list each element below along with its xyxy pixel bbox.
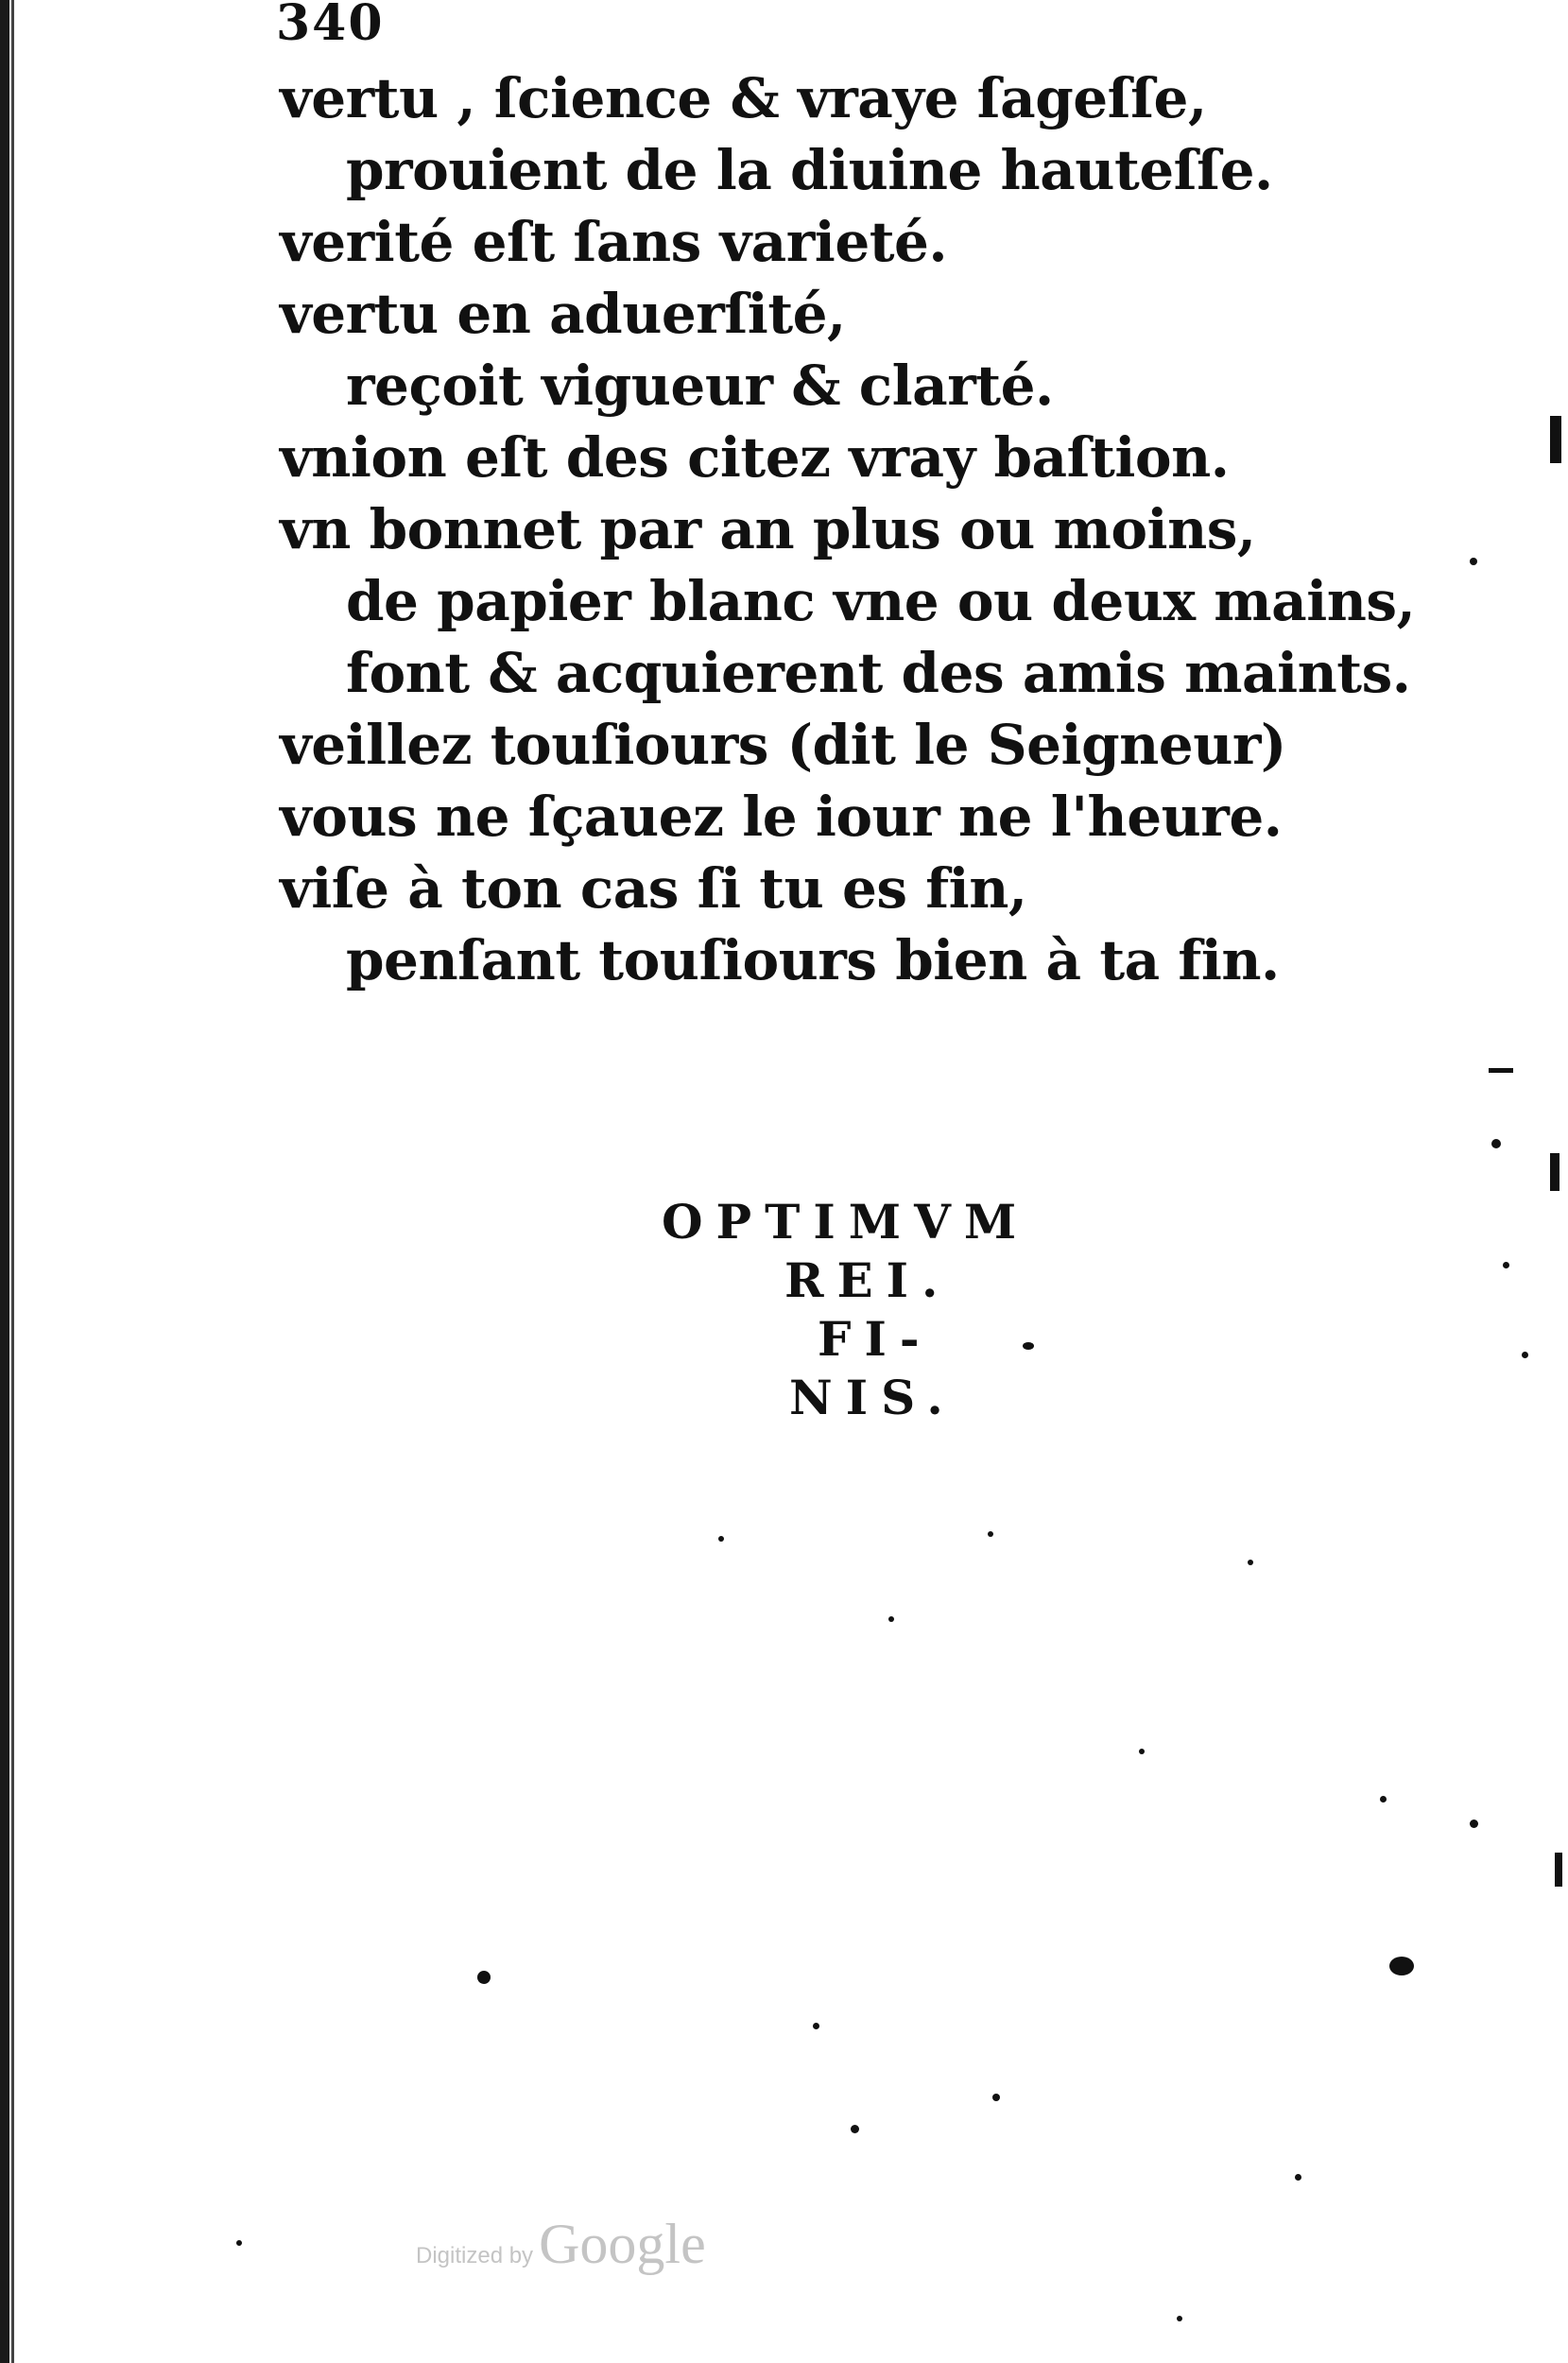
ink-speck	[1522, 1352, 1528, 1358]
verse-line: viſe à ton cas ſi tu es fin,	[280, 856, 1027, 921]
verse-line: reçoit vigueur & clarté.	[346, 354, 1054, 418]
ink-speck	[813, 2023, 819, 2029]
ink-speck	[1503, 1262, 1509, 1268]
ink-speck	[718, 1536, 724, 1542]
digitized-prefix: Digitized by	[416, 2243, 534, 2268]
google-logo-text: Google	[539, 2213, 706, 2275]
colophon-line: NIS.	[789, 1370, 956, 1425]
verse-line: vertu , ſcience & vraye ſageſſe,	[280, 66, 1207, 130]
verse-line: prouient de la diuine hauteſſe.	[346, 138, 1273, 202]
verse-line: de papier blanc vne ou deux mains,	[346, 569, 1416, 633]
verse-line: verité eſt ſans varieté.	[280, 210, 948, 274]
ink-speck	[236, 2240, 242, 2246]
ink-speck	[477, 1971, 491, 1984]
edge-mark	[1489, 1068, 1513, 1073]
verse-line: font & acquierent des amis maints.	[346, 641, 1411, 705]
verse-line: vertu en aduerſité,	[280, 282, 846, 346]
verse-line: vnion eſt des citez vray baſtion.	[280, 425, 1230, 490]
colophon	[662, 1193, 1134, 1427]
colophon-line: REI.	[784, 1252, 952, 1308]
verse-block	[280, 62, 1414, 996]
verse-line: vn bonnet par an plus ou moins,	[280, 497, 1256, 561]
ink-speck	[1177, 2316, 1182, 2321]
verse-line: penſant touſiours bien à ta fin.	[346, 928, 1280, 992]
digitized-watermark	[416, 2212, 706, 2277]
ink-speck	[992, 2094, 1000, 2101]
ink-speck	[1139, 1749, 1145, 1754]
ink-speck	[851, 2125, 859, 2133]
ink-speck	[1470, 1820, 1478, 1828]
colophon-line: FI-	[818, 1311, 933, 1367]
ink-speck	[1389, 1957, 1414, 1975]
ink-speck	[1470, 558, 1477, 565]
binding-edge	[0, 0, 9, 2363]
ink-speck	[1023, 1342, 1034, 1350]
edge-mark	[1555, 1853, 1562, 1887]
page-number: 340	[276, 0, 385, 52]
verse-line: veillez touſiours (dit le Seigneur)	[280, 713, 1286, 777]
binding-edge-shadow	[11, 0, 14, 2363]
edge-mark	[1550, 416, 1561, 463]
ink-speck	[1295, 2174, 1301, 2181]
edge-mark	[1550, 1153, 1559, 1191]
ink-speck	[888, 1616, 894, 1622]
ink-speck	[1491, 1139, 1501, 1148]
verse-line: vous ne ſçauez le iour ne l'heure.	[280, 785, 1283, 849]
ink-speck	[1380, 1796, 1387, 1802]
colophon-line: OPTIMVM	[662, 1194, 1030, 1250]
ink-speck	[1248, 1560, 1253, 1565]
ink-speck	[988, 1531, 993, 1537]
